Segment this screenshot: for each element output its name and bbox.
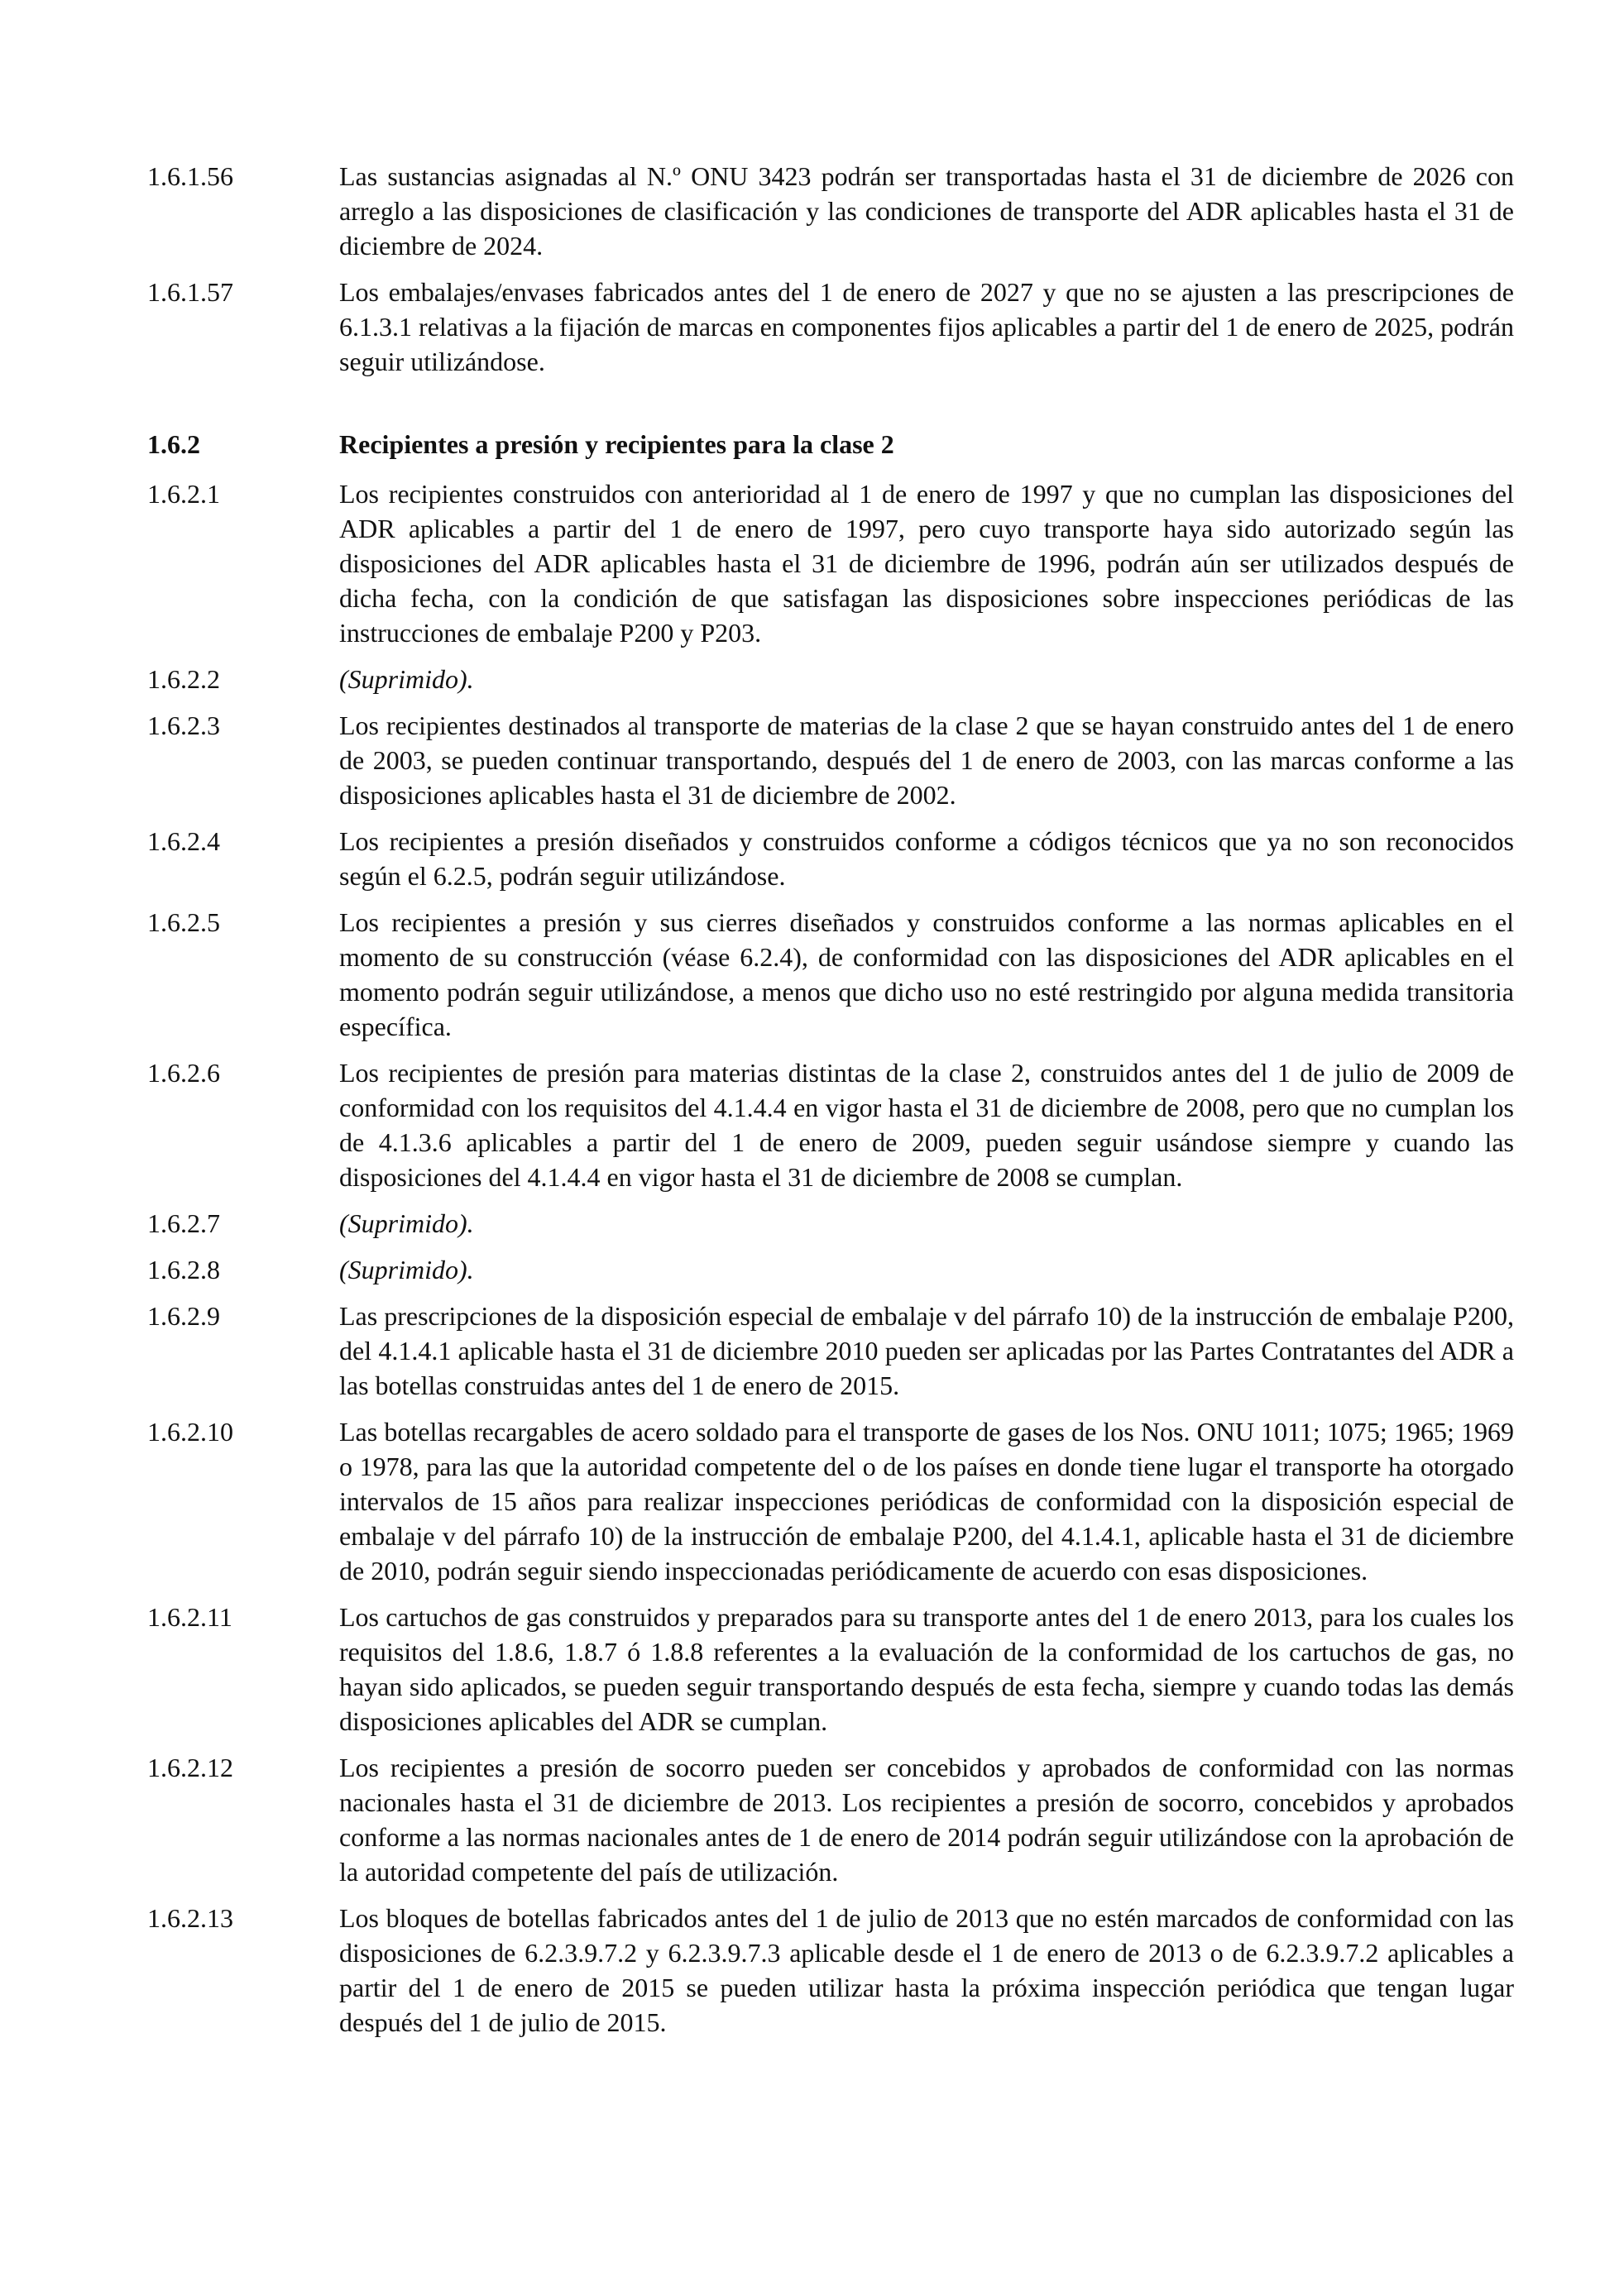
paragraph-number: 1.6.2.6 — [147, 1058, 220, 1088]
paragraph-1-6-2-8 — [0, 1252, 1624, 1287]
paragraph-text: Los recipientes de presión para materias distintas de la clase 2, construidos antes del 1 de julio de 2009 de conformidad con los requisitos del 4.1.4.4 en vigor hasta el 31 de diciembre de 2008, pero que no cumplan los de 4.1.3.6 aplicables a partir del 1 de enero de 2009, pueden seguir usándose siempre y cuando las disposiciones del 4.1.4.4 en vigor hasta el 31 de diciembre de 2008 se cumplan. — [339, 1058, 1514, 1192]
paragraph-number: 1.6.1.56 — [147, 161, 233, 191]
paragraph-text: Los recipientes a presión de socorro pueden ser concebidos y aprobados de conformidad con las normas nacionales hasta el 31 de diciembre de 2013. Los recipientes a presión de socorro, concebidos y aprobados conforme a las normas nacionales antes de 1 de enero de 2014 podrán seguir utilizándose con la aprobación de la autoridad competente del país de utilización. — [339, 1753, 1514, 1887]
paragraph-number: 1.6.2.2 — [147, 664, 220, 694]
paragraph-text: Las sustancias asignadas al N.º ONU 3423 podrán ser transportadas hasta el 31 de diciembre de 2026 con arreglo a las disposiciones de clasificación y las condiciones de transporte del ADR aplicables hasta el 31 de diciembre de 2024. — [339, 161, 1514, 261]
paragraph-1-6-2-1 — [0, 476, 1624, 650]
paragraph-text: Los bloques de botellas fabricados antes del 1 de julio de 2013 que no estén marcados de conformidad con las disposiciones de 6.2.3.9.7.2 y 6.2.3.9.7.3 aplicable desde el 1 de enero de 2013 o de 6.2.3.9.7.2 aplicables a partir del 1 de enero de 2015 se pueden utilizar hasta la próxima inspección periódica que tengan lugar después del 1 de julio de 2015. — [339, 1903, 1514, 2037]
paragraph-number: 1.6.2.13 — [147, 1903, 233, 1933]
paragraph-1-6-2-5 — [0, 905, 1624, 1044]
paragraph-1-6-2-12 — [0, 1750, 1624, 1889]
paragraph-number: 1.6.2.1 — [147, 479, 220, 509]
paragraph-1-6-2-13 — [0, 1901, 1624, 2040]
paragraph-number: 1.6.2.3 — [147, 710, 220, 740]
paragraph-1-6-2-9 — [0, 1299, 1624, 1403]
paragraph-1-6-2-10 — [0, 1414, 1624, 1588]
paragraph-number: 1.6.2.7 — [147, 1208, 220, 1238]
paragraph-text: Los cartuchos de gas construidos y preparados para su transporte antes del 1 de enero 2013, para los cuales los requisitos del 1.8.6, 1.8.7 ó 1.8.8 referentes a la evaluación de la conformidad de los cartuchos de gas, no hayan sido aplicados, se pueden seguir transportando después de esta fecha, siempre y cuando todas las demás disposiciones aplicables del ADR se cumplan. — [339, 1602, 1514, 1736]
paragraph-text: Los recipientes destinados al transporte de materias de la clase 2 que se hayan construido antes del 1 de enero de 2003, se pueden continuar transportando, después del 1 de enero de 2003, con las marcas conforme a las disposiciones aplicables hasta el 31 de diciembre de 2002. — [339, 710, 1514, 810]
paragraph-number: 1.6.2.8 — [147, 1255, 220, 1284]
section-heading-1-6-2 — [0, 427, 1624, 462]
paragraph-1-6-2-3 — [0, 708, 1624, 812]
paragraph-number: 1.6.2.9 — [147, 1301, 220, 1331]
paragraph-text: Las botellas recargables de acero soldado para el transporte de gases de los Nos. ONU 1011; 1075; 1965; 1969 o 1978, para las que la autoridad competente del o de los países en donde tiene lugar el transporte ha otorgado intervalos de 15 años para realizar inspecciones periódicas de conformidad con la disposición especial de embalaje v del párrafo 10) de la instrucción de embalaje P200, del 4.1.4.1, aplicable hasta el 31 de diciembre de 2010, podrán seguir siendo inspeccionadas periódicamente de acuerdo con esas disposiciones. — [339, 1417, 1514, 1586]
paragraph-text: (Suprimido). — [339, 1255, 474, 1284]
paragraph-text: Los embalajes/envases fabricados antes del 1 de enero de 2027 y que no se ajusten a las prescripciones de 6.1.3.1 relativas a la fijación de marcas en componentes fijos aplicables a partir del 1 de enero de 2025, podrán seguir utilizándose. — [339, 277, 1514, 376]
paragraph-number: 1.6.1.57 — [147, 277, 233, 307]
paragraph-text: Los recipientes a presión y sus cierres diseñados y construidos conforme a las normas aplicables en el momento de su construcción (véase 6.2.4), de conformidad con las disposiciones del ADR aplicables en el momento podrán seguir utilizándose, a menos que dicho uso no esté restringido por alguna medida transitoria específica. — [339, 907, 1514, 1041]
paragraph-number: 1.6.2.12 — [147, 1753, 233, 1782]
paragraph-1-6-2-7 — [0, 1206, 1624, 1241]
paragraph-text: (Suprimido). — [339, 1208, 474, 1238]
paragraph-1-6-2-2 — [0, 662, 1624, 696]
section-number: 1.6.2 — [147, 429, 200, 459]
paragraph-1-6-2-4 — [0, 824, 1624, 893]
paragraph-1-6-2-6 — [0, 1055, 1624, 1194]
paragraph-number: 1.6.2.10 — [147, 1417, 233, 1447]
paragraph-text: Los recipientes a presión diseñados y construidos conforme a códigos técnicos que ya no son reconocidos según el 6.2.5, podrán seguir utilizándose. — [339, 826, 1514, 891]
paragraph-1-6-2-11 — [0, 1600, 1624, 1739]
paragraph-number: 1.6.2.11 — [147, 1602, 232, 1632]
paragraph-text: Las prescripciones de la disposición especial de embalaje v del párrafo 10) de la instrucción de embalaje P200, del 4.1.4.1 aplicable hasta el 31 de diciembre 2010 pueden ser aplicadas por las Partes Contratantes del ADR a las botellas construidas antes del 1 de enero de 2015. — [339, 1301, 1514, 1400]
paragraph-number: 1.6.2.5 — [147, 907, 220, 937]
paragraph-1-6-1-57 — [0, 275, 1624, 379]
paragraph-1-6-1-56 — [0, 159, 1624, 263]
paragraph-number: 1.6.2.4 — [147, 826, 220, 856]
section-title: Recipientes a presión y recipientes para la clase 2 — [339, 429, 894, 459]
paragraph-text: Los recipientes construidos con anterioridad al 1 de enero de 1997 y que no cumplan las disposiciones del ADR aplicables a partir del 1 de enero de 1997, pero cuyo transporte haya sido autorizado según las disposiciones del ADR aplicables hasta el 31 de diciembre de 1996, podrán aún ser utilizados después de dicha fecha, con la condición de que satisfagan las disposiciones sobre inspecciones periódicas de las instrucciones de embalaje P200 y P203. — [339, 479, 1514, 648]
paragraph-text: (Suprimido). — [339, 664, 474, 694]
